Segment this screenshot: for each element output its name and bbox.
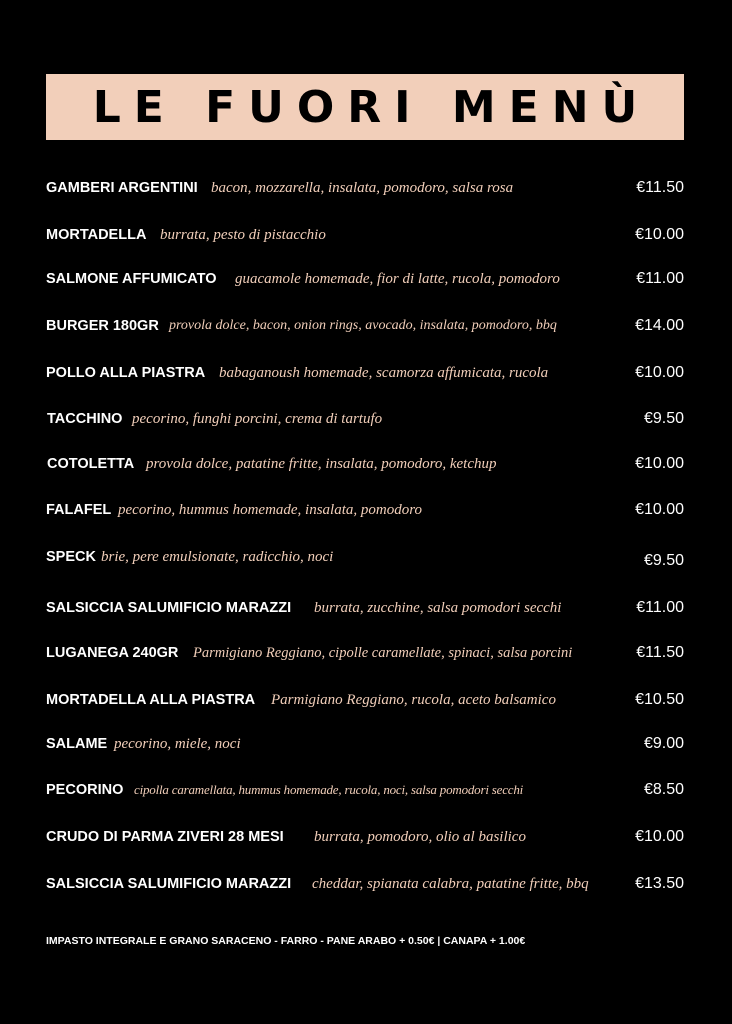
menu-item xyxy=(46,452,684,476)
item-name: SALAME xyxy=(46,736,108,752)
item-name: MORTADELLA ALLA PIASTRA xyxy=(46,692,256,708)
item-price: €10.00 xyxy=(635,455,684,472)
menu-item xyxy=(46,267,684,291)
item-description: guacamole homemade, fior di latte, rucola, pomodoro xyxy=(235,271,560,287)
menu-item xyxy=(46,596,684,620)
item-price: €8.50 xyxy=(643,781,684,798)
item-description: Parmigiano Reggiano, cipolle caramellate, spinaci, salsa porcini xyxy=(193,645,573,661)
item-description: pecorino, miele, noci xyxy=(114,736,241,752)
item-description: pecorino, funghi porcini, crema di tartufo xyxy=(132,411,383,427)
item-name: SALSICCIA SALUMIFICIO MARAZZI xyxy=(46,600,292,616)
item-description: bacon, mozzarella, insalata, pomodoro, salsa rosa xyxy=(211,180,514,196)
item-name: PECORINO xyxy=(46,782,124,798)
menu-item xyxy=(46,732,684,756)
item-name: POLLO ALLA PIASTRA xyxy=(46,365,206,381)
menu-title: LE FUORI MENÙ xyxy=(92,81,651,133)
item-name: SALMONE AFFUMICATO xyxy=(46,271,217,287)
item-description: brie, pere emulsionate, radicchio, noci xyxy=(101,549,334,565)
item-price: €9.50 xyxy=(643,410,684,427)
item-price: €10.00 xyxy=(635,226,684,243)
item-price: €10.50 xyxy=(635,691,684,708)
item-price: €13.50 xyxy=(635,875,684,892)
item-name: MORTADELLA xyxy=(46,227,147,243)
item-price: €9.00 xyxy=(643,735,684,752)
item-description: Parmigiano Reggiano, rucola, aceto balsamico xyxy=(271,692,556,708)
menu-item xyxy=(46,407,684,431)
item-price: €11.50 xyxy=(636,644,684,661)
menu-item xyxy=(46,872,684,896)
item-description: provola dolce, patatine fritte, insalata, pomodoro, ketchup xyxy=(146,456,497,472)
item-description: pecorino, hummus homemade, insalata, pomodoro xyxy=(118,502,423,518)
menu-item xyxy=(46,778,684,802)
item-name: COTOLETTA xyxy=(47,456,135,472)
item-price: €10.00 xyxy=(635,364,684,381)
item-name: CRUDO DI PARMA ZIVERI 28 MESI xyxy=(46,829,284,845)
item-price: €11.00 xyxy=(636,270,684,287)
menu-item xyxy=(46,641,684,665)
item-price: €11.00 xyxy=(636,599,684,616)
item-name: FALAFEL xyxy=(46,502,112,518)
menu-item xyxy=(46,314,684,338)
item-description: burrata, pomodoro, olio al basilico xyxy=(314,829,526,845)
item-name: TACCHINO xyxy=(47,411,123,427)
item-description: burrata, pesto di pistacchio xyxy=(160,227,326,243)
item-price: €10.00 xyxy=(635,501,684,518)
item-description: cipolla caramellata, hummus homemade, rucola, noci, salsa pomodori secchi xyxy=(134,782,524,797)
item-name: SPECK xyxy=(46,549,96,565)
item-name: SALSICCIA SALUMIFICIO MARAZZI xyxy=(46,876,292,892)
menu-item xyxy=(46,688,684,712)
item-description: burrata, zucchine, salsa pomodori secchi xyxy=(314,600,562,616)
menu-item xyxy=(46,545,684,569)
item-price: €10.00 xyxy=(635,828,684,845)
menu-item xyxy=(46,223,684,247)
menu-item xyxy=(46,361,684,385)
menu-item xyxy=(46,176,684,200)
item-name: LUGANEGA 240GR xyxy=(46,645,179,661)
item-description: cheddar, spianata calabra, patatine fritte, bbq xyxy=(312,876,589,892)
item-description: provola dolce, bacon, onion rings, avocado, insalata, pomodoro, bbq xyxy=(169,318,557,333)
item-name: BURGER 180GR xyxy=(46,318,159,334)
item-price: €11.50 xyxy=(636,179,684,196)
menu-item xyxy=(46,825,684,849)
menu-item xyxy=(46,498,684,522)
footer-note: IMPASTO INTEGRALE E GRANO SARACENO - FARRO - PANE ARABO + 0.50€ | CANAPA + 1.00€ xyxy=(46,935,526,947)
item-name: GAMBERI ARGENTINI xyxy=(46,180,198,196)
item-description: babaganoush homemade, scamorza affumicata, rucola xyxy=(219,365,549,381)
title-banner xyxy=(46,74,684,140)
item-price: €9.50 xyxy=(643,552,684,569)
item-price: €14.00 xyxy=(635,317,684,334)
